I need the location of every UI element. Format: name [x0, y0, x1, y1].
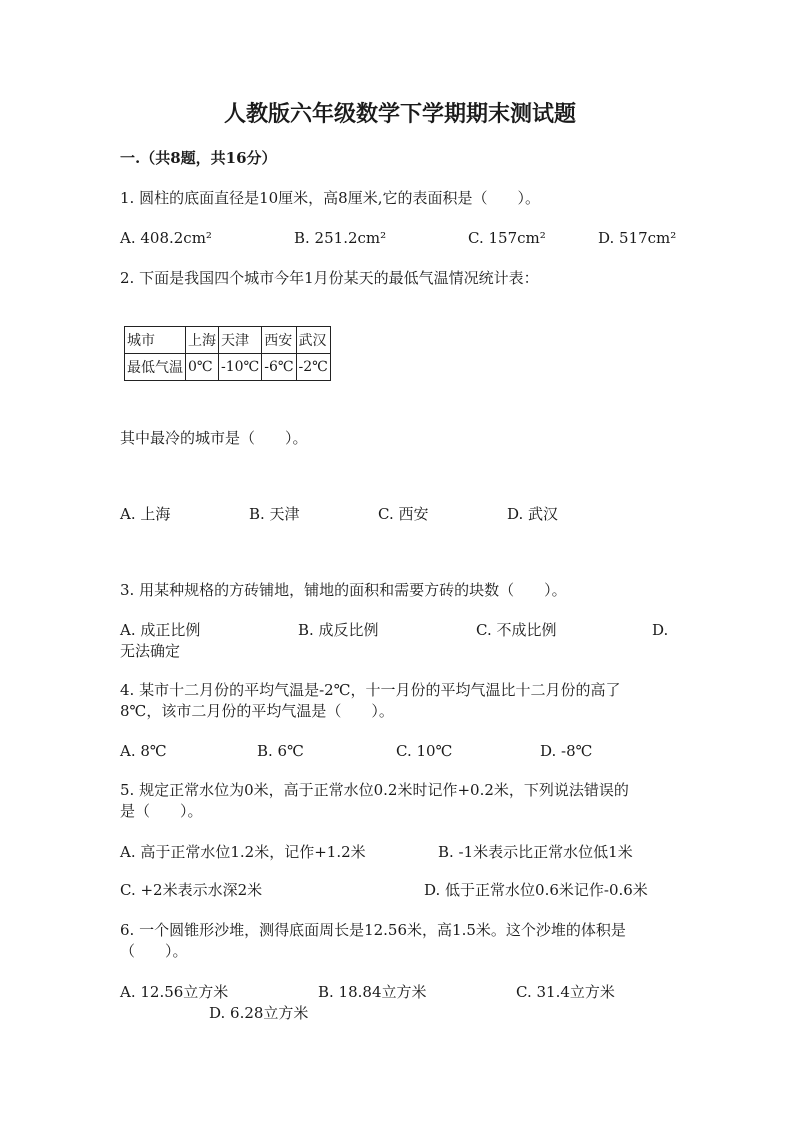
- q4-option-b: B. 6℃: [257, 742, 304, 760]
- table-cell: -6℃: [262, 354, 296, 381]
- q3-option-c: C. 不成比例: [476, 621, 557, 639]
- table-header-cell: 武汉: [296, 327, 330, 354]
- q3-option-d-continued: 无法确定: [120, 642, 181, 660]
- q4-option-a: A. 8℃: [120, 742, 167, 760]
- q2-option-a: A. 上海: [120, 505, 171, 523]
- table-cell: 0℃: [186, 354, 219, 381]
- q5-option-a: A. 高于正常水位1.2米，记作+1.2米: [120, 843, 366, 861]
- question-3-text: 3. 用某种规格的方砖铺地，铺地的面积和需要方砖的块数（ ）。: [120, 581, 567, 599]
- q1-option-a: A. 408.2cm²: [120, 229, 212, 247]
- q6-option-b: B. 18.84立方米: [318, 983, 427, 1001]
- question-5-line-1: 5. 规定正常水位为0米，高于正常水位0.2米时记作+0.2米，下列说法错误的: [120, 781, 629, 799]
- table-row: [125, 354, 331, 381]
- question-1-text: 1. 圆柱的底面直径是10厘米，高8厘米,它的表面积是（ ）。: [120, 189, 540, 207]
- table-row: [125, 327, 331, 354]
- q1-option-c: C. 157cm²: [468, 229, 546, 247]
- q3-option-a: A. 成正比例: [120, 621, 201, 639]
- q2-option-b: B. 天津: [249, 505, 300, 523]
- question-2-text: 2. 下面是我国四个城市今年1月份某天的最低气温情况统计表：: [120, 269, 539, 287]
- question-5-line-2: 是（ ）。: [120, 802, 203, 820]
- q2-option-c: C. 西安: [378, 505, 429, 523]
- table-header-cell: 天津: [219, 327, 262, 354]
- question-4-line-2: 8℃，该市二月份的平均气温是（ ）。: [120, 702, 394, 720]
- q5-option-d: D. 低于正常水位0.6米记作-0.6米: [424, 881, 648, 899]
- table-header-cell: 上海: [186, 327, 219, 354]
- q6-option-a: A. 12.56立方米: [120, 983, 229, 1001]
- table-header-cell: 西安: [262, 327, 296, 354]
- table-header-cell: 城市: [125, 327, 186, 354]
- q1-option-b: B. 251.2cm²: [294, 229, 387, 247]
- section-heading: 一.（共8题，共16分）: [120, 149, 277, 167]
- q5-option-b: B. -1米表示比正常水位低1米: [438, 843, 633, 861]
- q6-option-c: C. 31.4立方米: [516, 983, 615, 1001]
- q1-option-d: D. 517cm²: [598, 229, 677, 247]
- table-cell: -10℃: [219, 354, 262, 381]
- question-6-line-1: 6. 一个圆锥形沙堆，测得底面周长是12.56米，高1.5米。这个沙堆的体积是: [120, 921, 626, 939]
- question-6-line-2: （ ）。: [120, 942, 188, 960]
- temperature-table: [124, 326, 331, 381]
- question-2-prompt: 其中最冷的城市是（ ）。: [120, 429, 308, 447]
- q6-option-d: D. 6.28立方米: [209, 1004, 309, 1022]
- page-title: 人教版六年级数学下学期期末测试题: [223, 101, 576, 127]
- question-4-line-1: 4. 某市十二月份的平均气温是-2℃，十一月份的平均气温比十二月份的高了: [120, 681, 621, 699]
- table-cell: 最低气温: [125, 354, 186, 381]
- q2-option-d: D. 武汉: [507, 505, 559, 523]
- q4-option-c: C. 10℃: [396, 742, 453, 760]
- table-cell: -2℃: [296, 354, 330, 381]
- q5-option-c: C. +2米表示水深2米: [120, 881, 263, 899]
- q4-option-d: D. -8℃: [540, 742, 593, 760]
- q3-option-b: B. 成反比例: [298, 621, 379, 639]
- q3-option-d: D.: [652, 621, 669, 639]
